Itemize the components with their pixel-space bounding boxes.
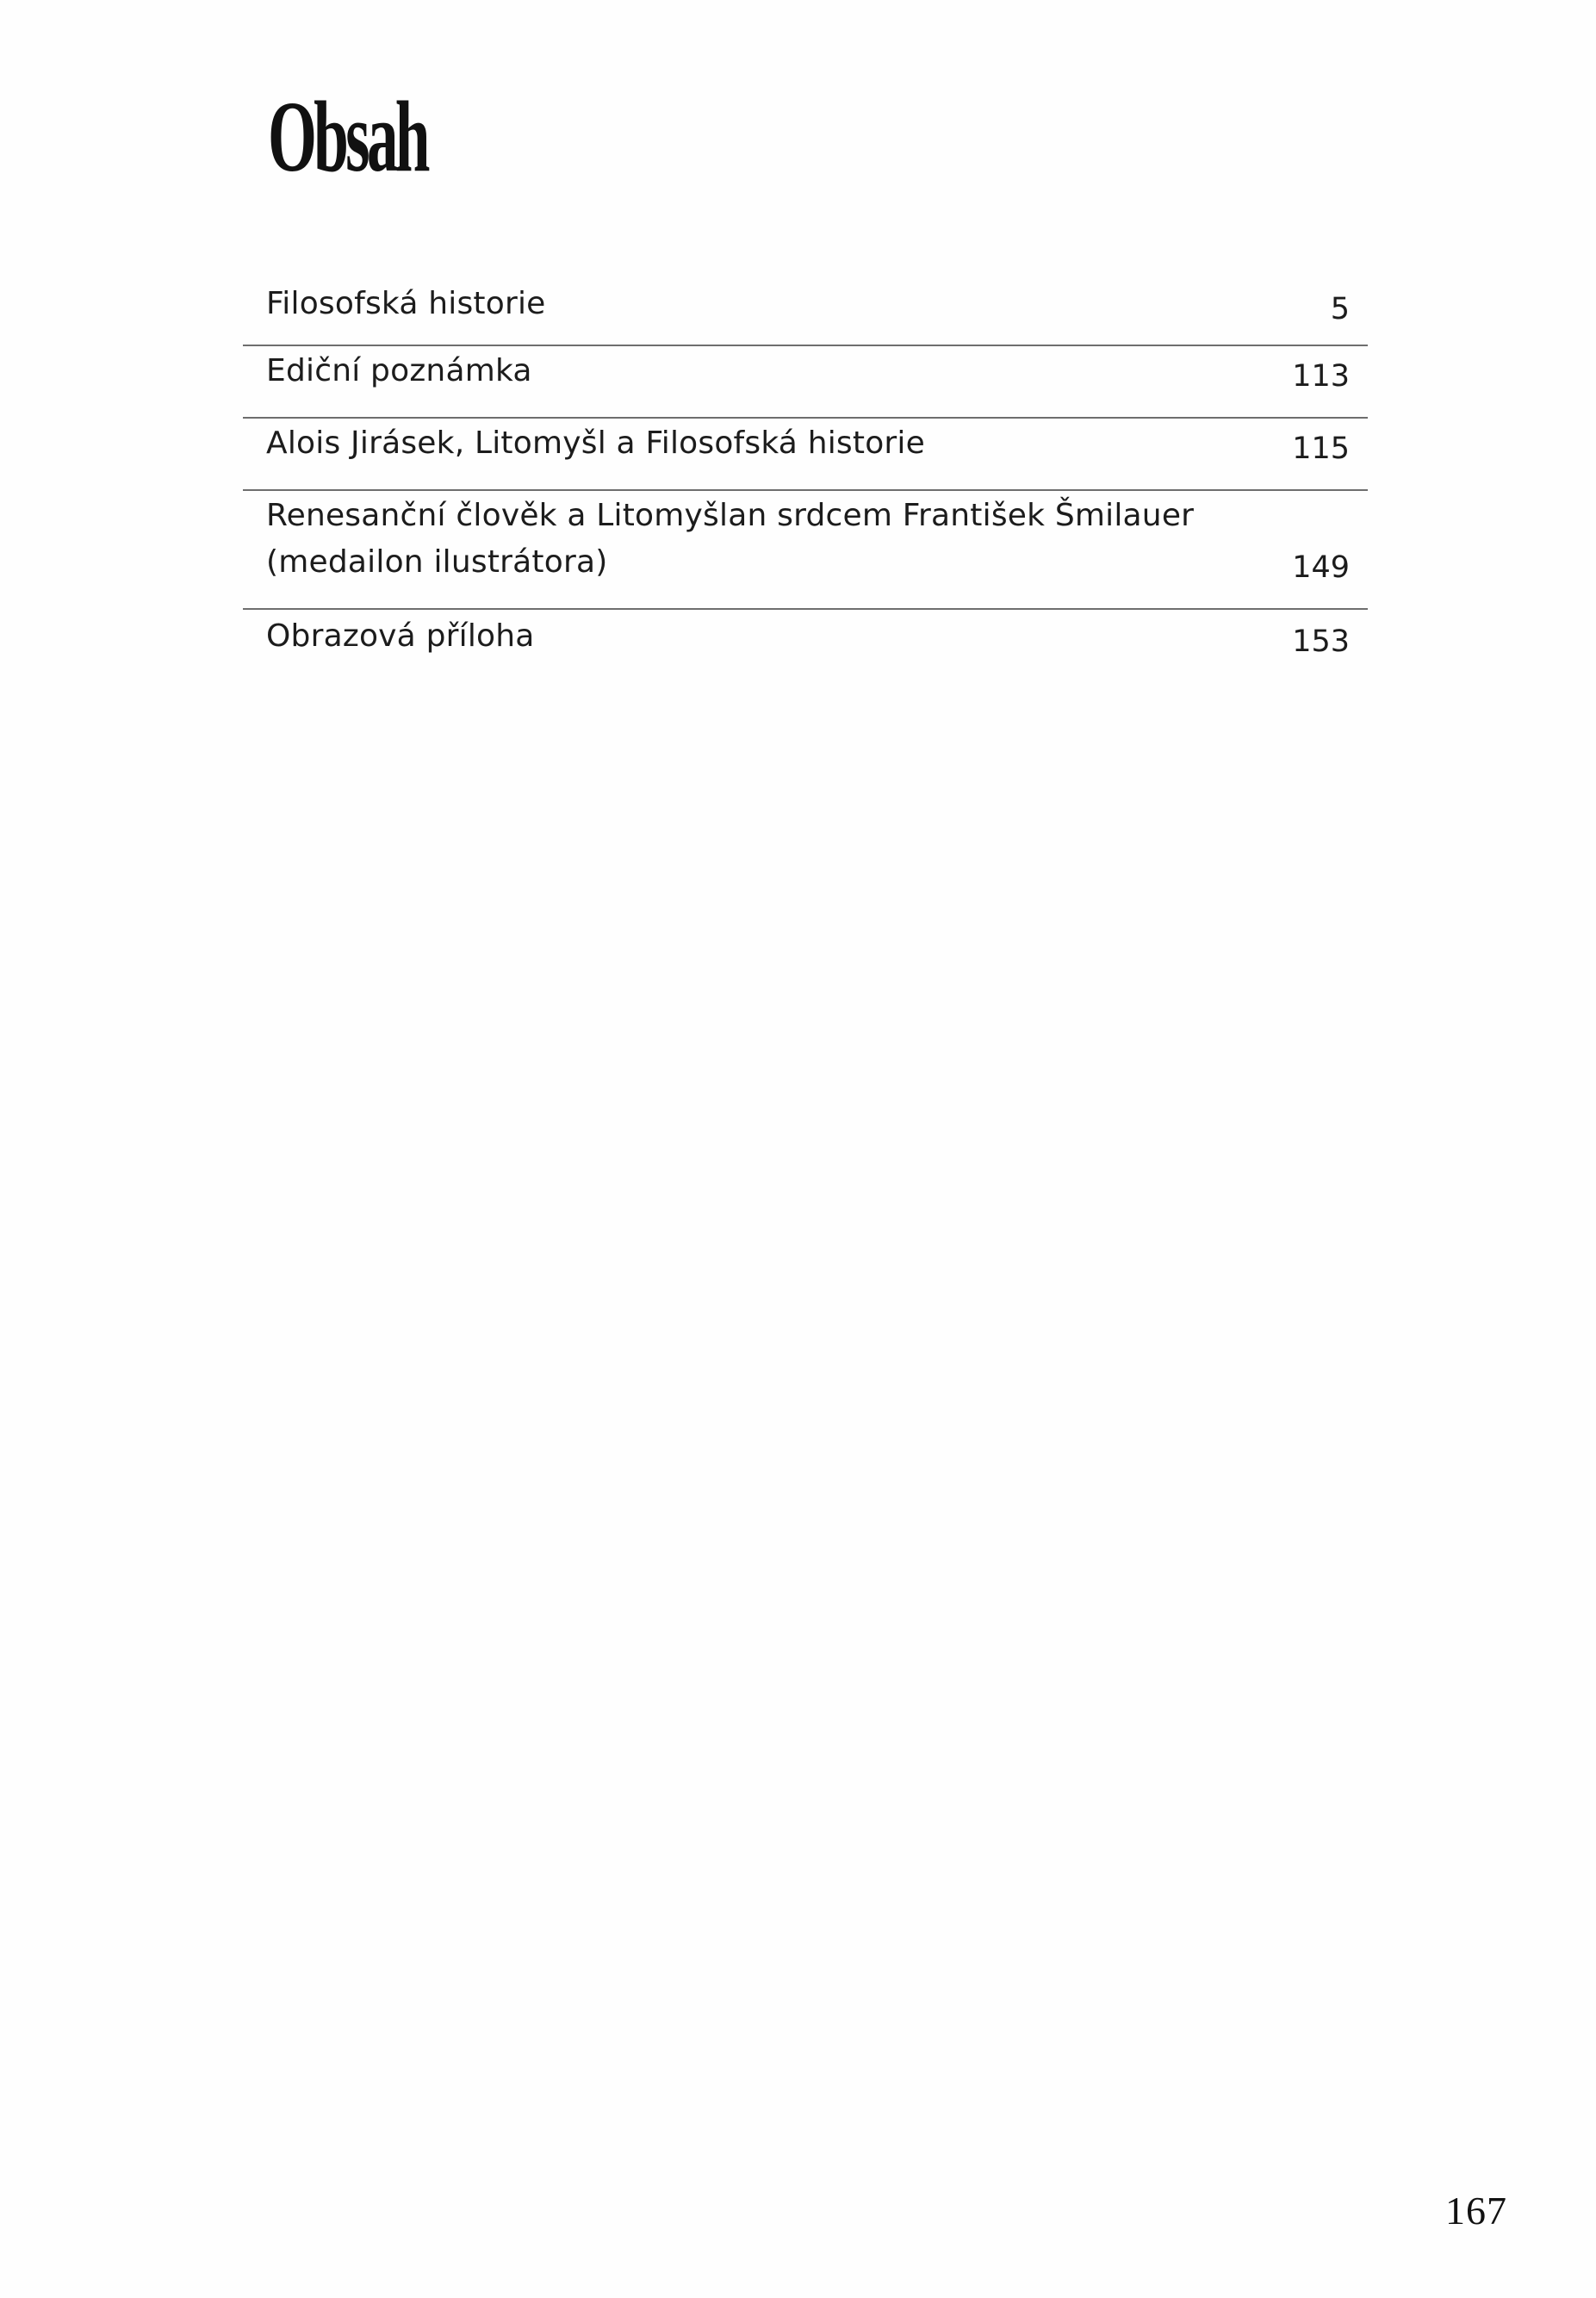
page-number: 167 bbox=[1445, 2189, 1507, 2233]
toc-entry-title: Renesanční člověk a Litomyšlan srdcem František Šmilauer (medailon ilustrátora) bbox=[266, 498, 1195, 580]
toc-entry-page: 5 bbox=[1330, 292, 1350, 326]
toc-entry bbox=[243, 346, 1368, 419]
toc-entry bbox=[243, 419, 1368, 491]
toc-entry-page: 153 bbox=[1292, 624, 1350, 659]
toc-entry bbox=[243, 491, 1368, 610]
toc-entry-title: Obrazová příloha bbox=[266, 618, 535, 654]
toc-entry-title: Alois Jirásek, Litomyšl a Filosofská historie bbox=[266, 425, 925, 461]
page-title: Obsah bbox=[268, 80, 427, 193]
toc-entry bbox=[243, 277, 1368, 346]
table-of-contents bbox=[243, 277, 1368, 682]
toc-entry-title: Filosofská historie bbox=[266, 286, 546, 321]
toc-entry-page: 149 bbox=[1292, 550, 1350, 585]
toc-entry bbox=[243, 610, 1368, 682]
toc-entry-page: 115 bbox=[1292, 432, 1350, 466]
toc-entry-page: 113 bbox=[1292, 359, 1350, 394]
toc-entry-title: Ediční poznámka bbox=[266, 353, 532, 388]
